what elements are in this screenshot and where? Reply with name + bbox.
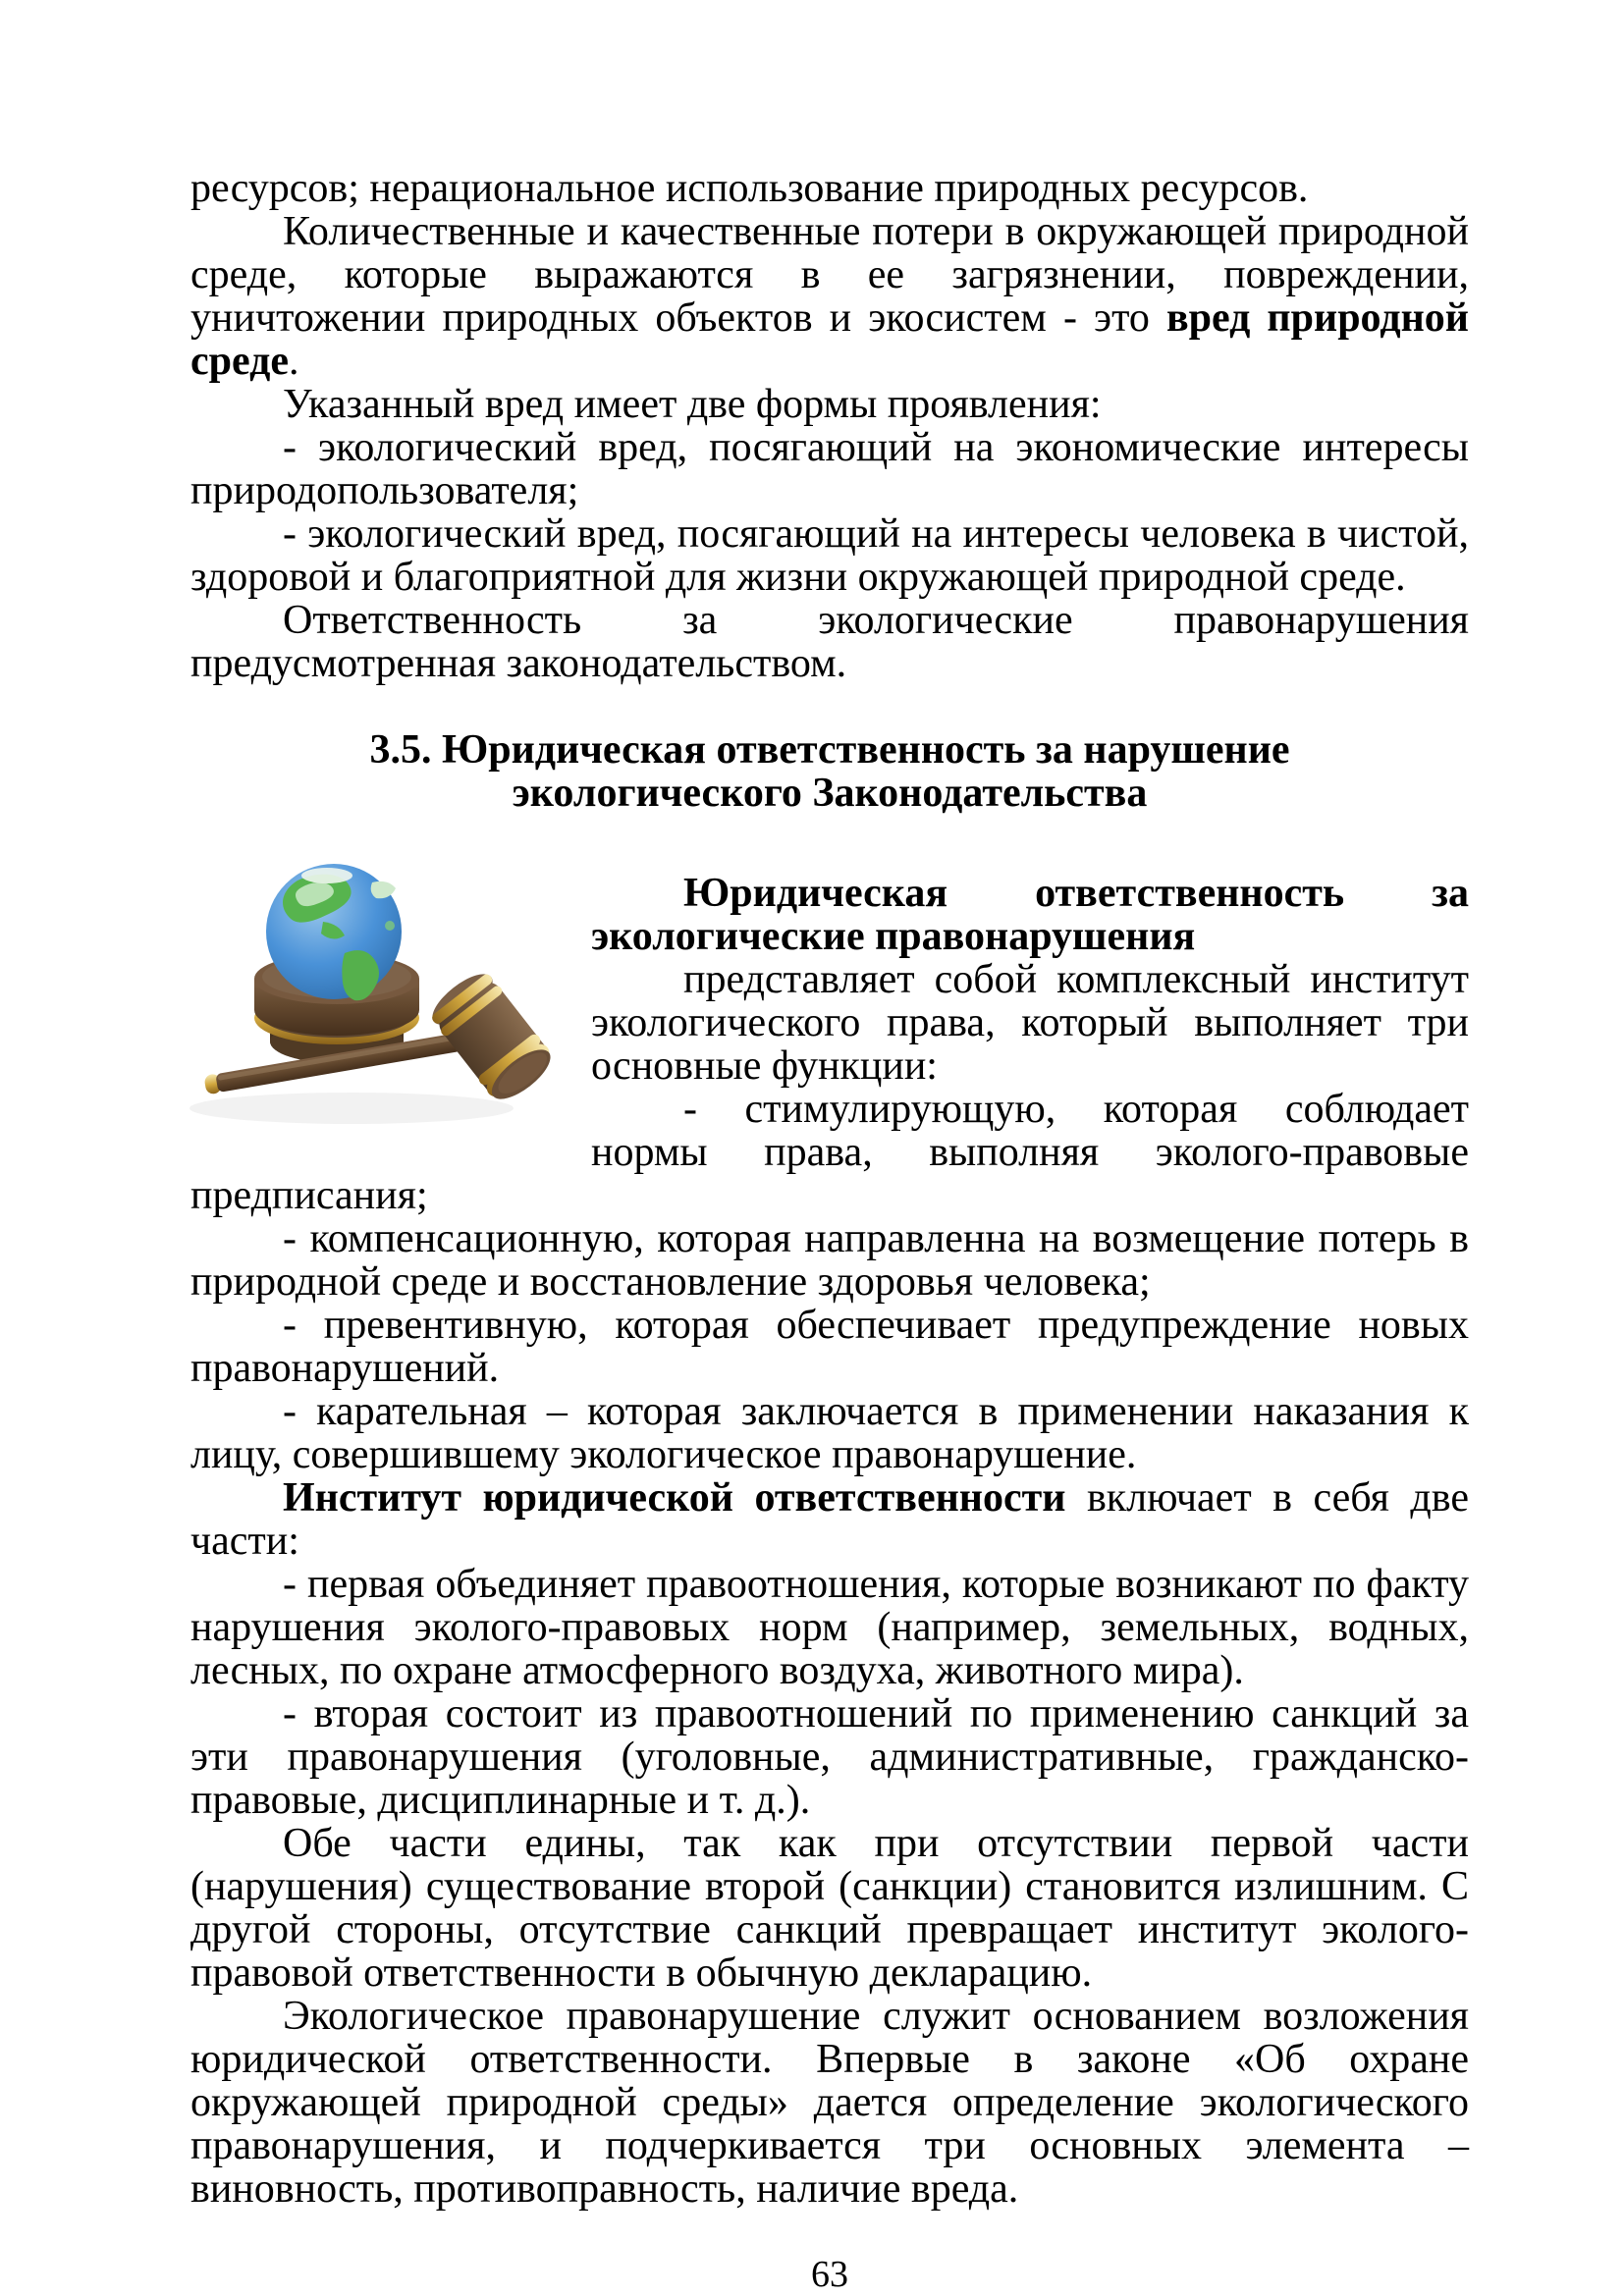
globe-gavel-illustration — [180, 863, 602, 1157]
paragraph-p13-bold: Институт юридической ответственности — [283, 1475, 1066, 1521]
paragraph-p7-bold: Юридическая ответственность за экологические правонарушения — [591, 871, 1469, 959]
section-heading-line1: 3.5. Юридическая ответственность за нарушение — [369, 727, 1290, 773]
illustrated-section — [190, 872, 1469, 2211]
paragraph-p5: - экологический вред, посягающий на интересы человека в чистой, здоровой и благоприятной для жизни окружающей природной среде. — [190, 511, 1469, 600]
paragraph-p9: - стимулирующую, которая соблюдает нормы права, выполняя эколого-правовые предписания; — [190, 1087, 1469, 1218]
paragraph-p1: ресурсов; нерациональное использование природных ресурсов. — [190, 166, 1309, 211]
paragraph-p3: Указанный вред имеет две формы проявления: — [283, 382, 1102, 427]
paragraph-p6: Ответственность за экологические правонарушения предусмотренная законодательством. — [190, 598, 1469, 686]
paragraph-p2-text: Количественные и качественные потери в окружающей природной среде, которые выражаются в ее загрязнении, повреждении, уничтожении природных объектов и экосистем - это — [190, 209, 1469, 341]
paragraph-p13-text: включает в себя две части: — [190, 1475, 1469, 1564]
section-heading — [190, 728, 1469, 815]
page-content — [190, 167, 1469, 2296]
paragraph-p10: - компенсационную, которая направленна на возмещение потерь в природной среде и восстановление здоровья человека; — [190, 1216, 1469, 1305]
paragraph-p11: - превентивную, которая обеспечивает предупреждение новых правонарушений. — [190, 1303, 1469, 1391]
paragraph-p16: Обе части едины, так как при отсутствии первой части (нарушения) существование второй (санкции) становится излишним. С другой стороны, отсутствие санкций превращает институт эколого-правовой ответственности в обычную декларацию. — [190, 1821, 1469, 1996]
globe-gavel-figure — [190, 872, 591, 1166]
paragraph-p12: - карательная – которая заключается в применении наказания к лицу, совершившему экологическое правонарушение. — [190, 1389, 1469, 1477]
paragraph-p4: - экологический вред, посягающий на экономические интересы природопользователя; — [190, 425, 1469, 513]
paragraph-p2 — [190, 210, 1469, 383]
paragraph-p15: - вторая состоит из правоотношений по применению санкций за эти правонарушения (уголовные, административные, гражданско-правовые, дисциплинарные и т. д.). — [190, 1691, 1469, 1823]
paragraph-p8: представляет собой комплексный институт экологического права, который выполняет три основные функции: — [591, 957, 1469, 1089]
paragraph-p13 — [190, 1476, 1469, 1563]
paragraph-p14: - первая объединяет правоотношения, которые возникают по факту нарушения эколого-правовых норм (например, земельных, водных, лесных, по охране атмосферного воздуха, животного мира). — [190, 1562, 1469, 1693]
paragraph-p17: Экологическое правонарушение служит основанием возложения юридической ответственности. Впервые в законе «Об охране окружающей природной среды» дается определение экологического правонарушения, и подчеркивается три основных элемента – виновность, противоправность, наличие вреда. — [190, 1994, 1469, 2212]
figure-shadow — [189, 1093, 514, 1124]
section-heading-line2: экологического Законодательства — [512, 771, 1148, 816]
paragraph-p2-period: . — [288, 339, 299, 384]
paragraph-p2-bold: вред природной среде — [190, 295, 1469, 384]
page-number: 63 — [811, 2254, 848, 2295]
